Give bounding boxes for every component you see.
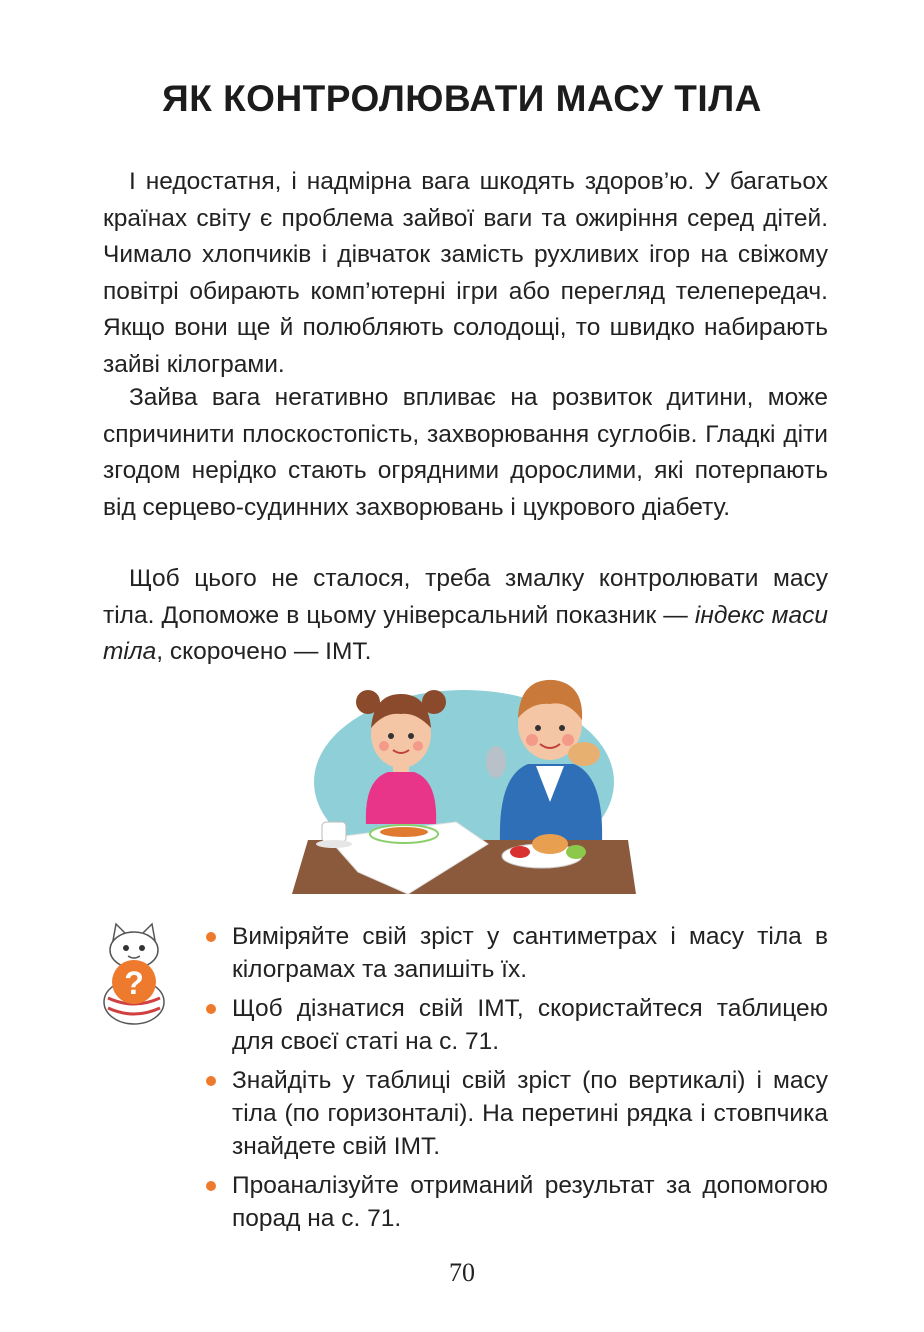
paragraph-3-end: , скорочено — ІМТ.: [156, 638, 372, 665]
paragraph-2-text: Зайва вага негативно впливає на розвиток дитини, може спричинити плоскостопість, захворювання суглобів. Гладкі діти згодом нерідко стають огрядними дорослими, які потерпають від серцево-судинних захворювань і цукрового діабету.: [103, 384, 828, 521]
list-item: Проаналізуйте отриманий результат за допомогою порад на с. 71.: [206, 1169, 828, 1235]
bullet-dot-icon: [206, 932, 216, 942]
list-item: Виміряйте свій зріст у сантиметрах і масу тіла в кілограмах та запишіть їх.: [206, 920, 828, 986]
list-item: Знайдіть у таблиці свій зріст (по вертикалі) і масу тіла (по горизонталі). На перетині рядка і стовпчика знайдете свій ІМТ.: [206, 1064, 828, 1163]
page-title: ЯК КОНТРОЛЮВАТИ МАСУ ТІЛА: [162, 78, 762, 119]
bullet-dot-icon: [206, 1004, 216, 1014]
question-cat-icon: [98, 918, 170, 1030]
bullet-dot-icon: [206, 1181, 216, 1191]
bullet-dot-icon: [206, 1076, 216, 1086]
paragraph-3-start: Щоб цього не сталося, треба змалку контролювати масу тіла. Допоможе в цьому універсальний показник —: [103, 565, 828, 629]
paragraph-3: [103, 561, 828, 671]
list-item: Щоб дізнатися свій ІМТ, скористайтеся таблицею для своєї статі на с. 71.: [206, 992, 828, 1058]
paragraph-1-text: І недостатня, і надмірна вага шкодять здоров’ю. У багатьох країнах світу є проблема зайвої ваги та ожиріння серед дітей. Чимало хлопчиків і дівчаток замість рухливих ігор на свіжому повітрі обирають комп’ютерні ігри або перегляд телепередач. Якщо вони ще й полюбляють солодощі, то швидко набирають зайві кілограми.: [103, 168, 828, 378]
page-number: 70: [449, 1258, 475, 1287]
bmi-term: індекс маси тіла: [103, 601, 828, 665]
svg-text:?: ?: [124, 965, 144, 1001]
children-eating-illustration: [288, 672, 640, 908]
paragraph-2: [103, 380, 828, 526]
paragraph-1: [103, 164, 828, 383]
cup: [322, 822, 346, 842]
task-list: [206, 920, 828, 1241]
